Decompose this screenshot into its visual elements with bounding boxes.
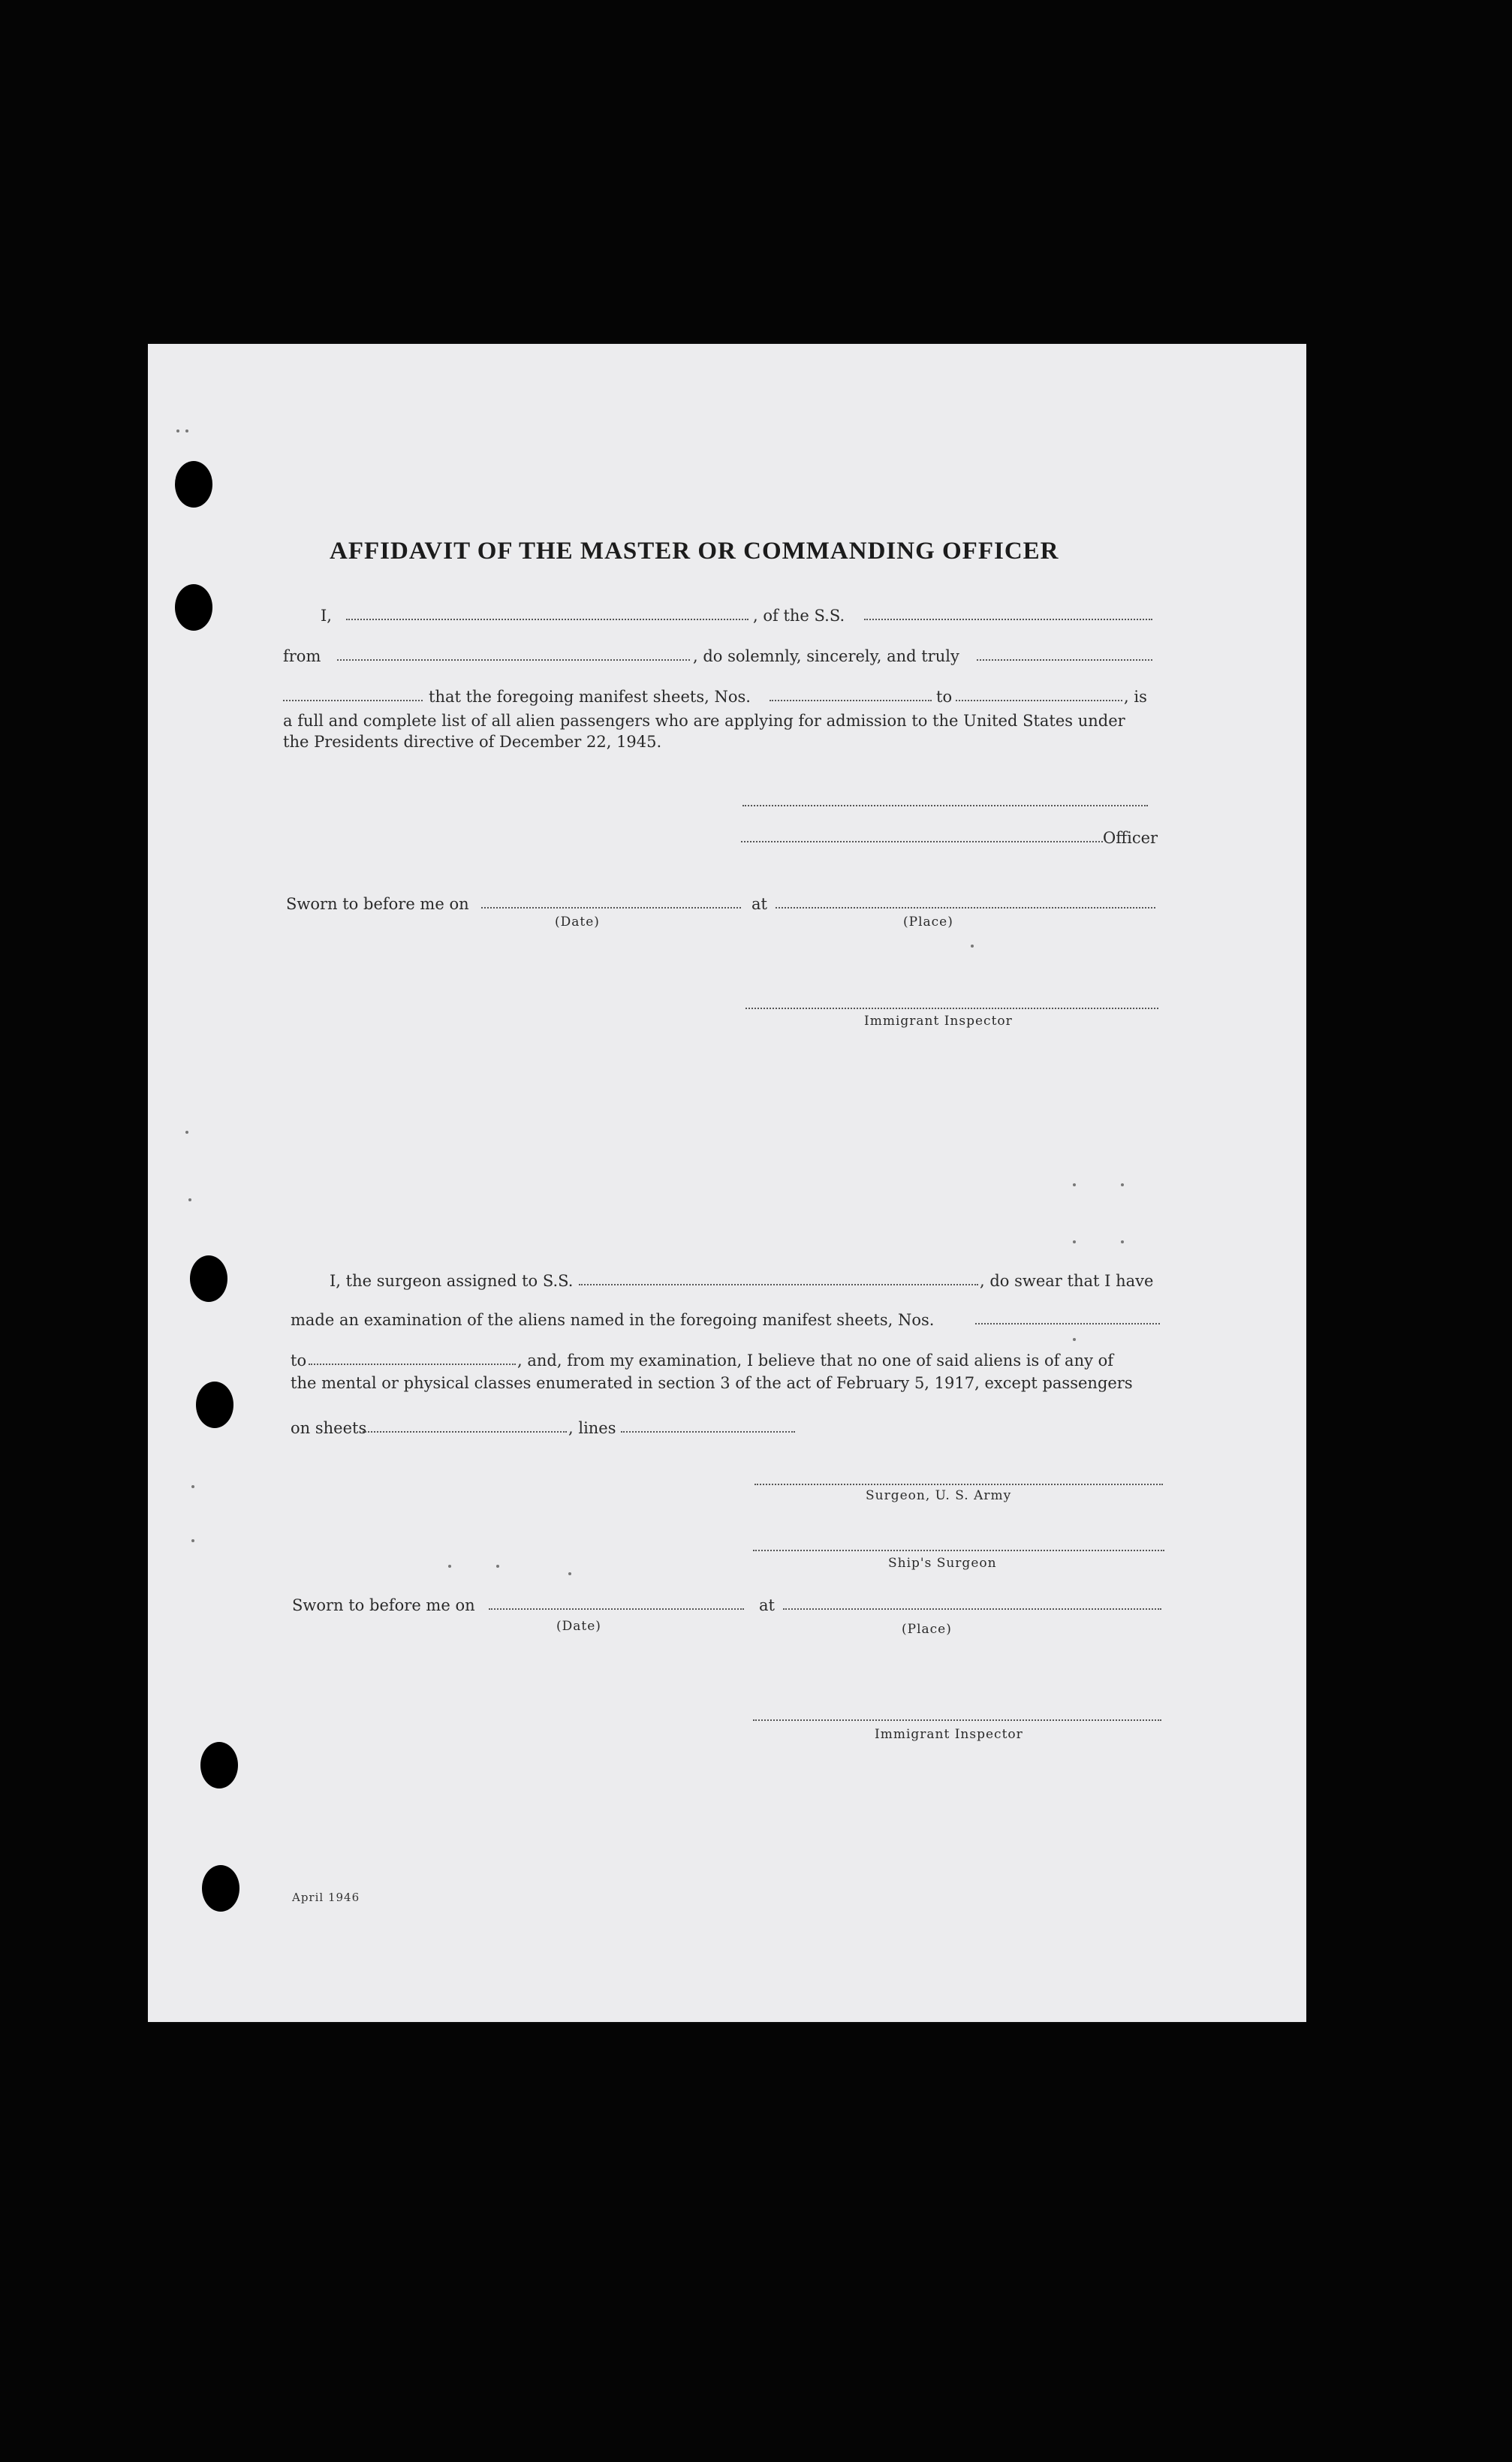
port-from-field[interactable] bbox=[337, 659, 690, 661]
text-from-examination: , and, from my examination, I believe that no one of said aliens is of any of bbox=[517, 1352, 1114, 1370]
text-solemnly: , do solemnly, sincerely, and truly bbox=[693, 647, 959, 665]
text-i: I, bbox=[321, 607, 332, 625]
ship-surgeon-signature-line[interactable] bbox=[753, 1550, 1164, 1551]
text-lines: , lines bbox=[568, 1419, 616, 1437]
exception-lines-field[interactable] bbox=[621, 1431, 795, 1433]
text-on-sheets: on sheets bbox=[291, 1419, 367, 1437]
page-title: AFFIDAVIT OF THE MASTER OR COMMANDING OFFICER bbox=[330, 538, 1059, 565]
officer-signature-line-1[interactable] bbox=[742, 805, 1148, 806]
surgeon-sheets-from-field[interactable] bbox=[975, 1323, 1160, 1324]
text-sworn: Sworn to before me on bbox=[286, 895, 469, 913]
punch-hole bbox=[202, 1865, 239, 1912]
surgeon-sheets-to-field[interactable] bbox=[309, 1364, 516, 1365]
surgeon-sworn-date-field[interactable] bbox=[489, 1608, 744, 1610]
army-surgeon-signature-line[interactable] bbox=[754, 1484, 1163, 1485]
army-surgeon-caption: Surgeon, U. S. Army bbox=[866, 1488, 1012, 1503]
text-do-swear: , do swear that I have bbox=[980, 1272, 1154, 1290]
text-surgeon-to: to bbox=[291, 1352, 307, 1370]
text-is: , is bbox=[1124, 688, 1147, 706]
text-mental-classes: the mental or physical classes enumerated in section 3 of the act of February 5, 1917, except passengers bbox=[291, 1374, 1133, 1392]
sworn-place-field[interactable] bbox=[776, 907, 1155, 909]
text-surgeon-at: at bbox=[759, 1596, 775, 1614]
punch-hole bbox=[190, 1255, 227, 1302]
officer-label: Officer bbox=[1103, 829, 1158, 847]
text-manifest-sheets: that the foregoing manifest sheets, Nos. bbox=[429, 688, 751, 706]
surgeon-sworn-place-field[interactable] bbox=[783, 1608, 1161, 1610]
place-caption: (Place) bbox=[903, 915, 953, 930]
text-surgeon-assigned: I, the surgeon assigned to S.S. bbox=[330, 1272, 574, 1290]
document-page bbox=[148, 344, 1306, 2022]
sheets-to-field[interactable] bbox=[956, 700, 1122, 701]
text-full-list: a full and complete list of all alien passengers who are applying for admission to the United States under bbox=[283, 712, 1125, 730]
punch-hole bbox=[175, 584, 212, 631]
surgeon-ship-field[interactable] bbox=[579, 1284, 978, 1285]
surgeon-place-caption: (Place) bbox=[902, 1622, 952, 1637]
officer-signature-line-2[interactable] bbox=[741, 841, 1103, 842]
text-made-examination: made an examination of the aliens named in the foregoing manifest sheets, Nos. bbox=[291, 1311, 935, 1329]
master-name-field[interactable] bbox=[346, 619, 748, 620]
punch-hole bbox=[196, 1382, 233, 1428]
punch-hole bbox=[175, 461, 212, 508]
ship-name-field[interactable] bbox=[864, 619, 1152, 620]
surgeon-date-caption: (Date) bbox=[556, 1619, 601, 1634]
footer-date: April 1946 bbox=[292, 1891, 360, 1904]
sworn-date-field[interactable] bbox=[481, 907, 741, 909]
text-to: to bbox=[936, 688, 953, 706]
ship-surgeon-caption: Ship's Surgeon bbox=[888, 1556, 997, 1571]
oath-continuation-field[interactable] bbox=[283, 700, 423, 701]
punch-hole bbox=[200, 1742, 238, 1788]
surgeon-inspector-signature-line[interactable] bbox=[753, 1719, 1161, 1721]
text-surgeon-sworn: Sworn to before me on bbox=[292, 1596, 475, 1614]
date-caption: (Date) bbox=[555, 915, 600, 930]
surgeon-inspector-caption: Immigrant Inspector bbox=[875, 1727, 1023, 1742]
sheets-from-field[interactable] bbox=[770, 700, 932, 701]
text-of-the-ss: , of the S.S. bbox=[753, 607, 845, 625]
inspector-signature-line[interactable] bbox=[745, 1008, 1158, 1009]
text-at: at bbox=[751, 895, 767, 913]
exception-sheets-field[interactable] bbox=[363, 1431, 567, 1433]
oath-field[interactable] bbox=[977, 659, 1152, 661]
inspector-caption: Immigrant Inspector bbox=[864, 1014, 1013, 1029]
text-directive: the Presidents directive of December 22, 1945. bbox=[283, 733, 662, 751]
text-from: from bbox=[283, 647, 321, 665]
